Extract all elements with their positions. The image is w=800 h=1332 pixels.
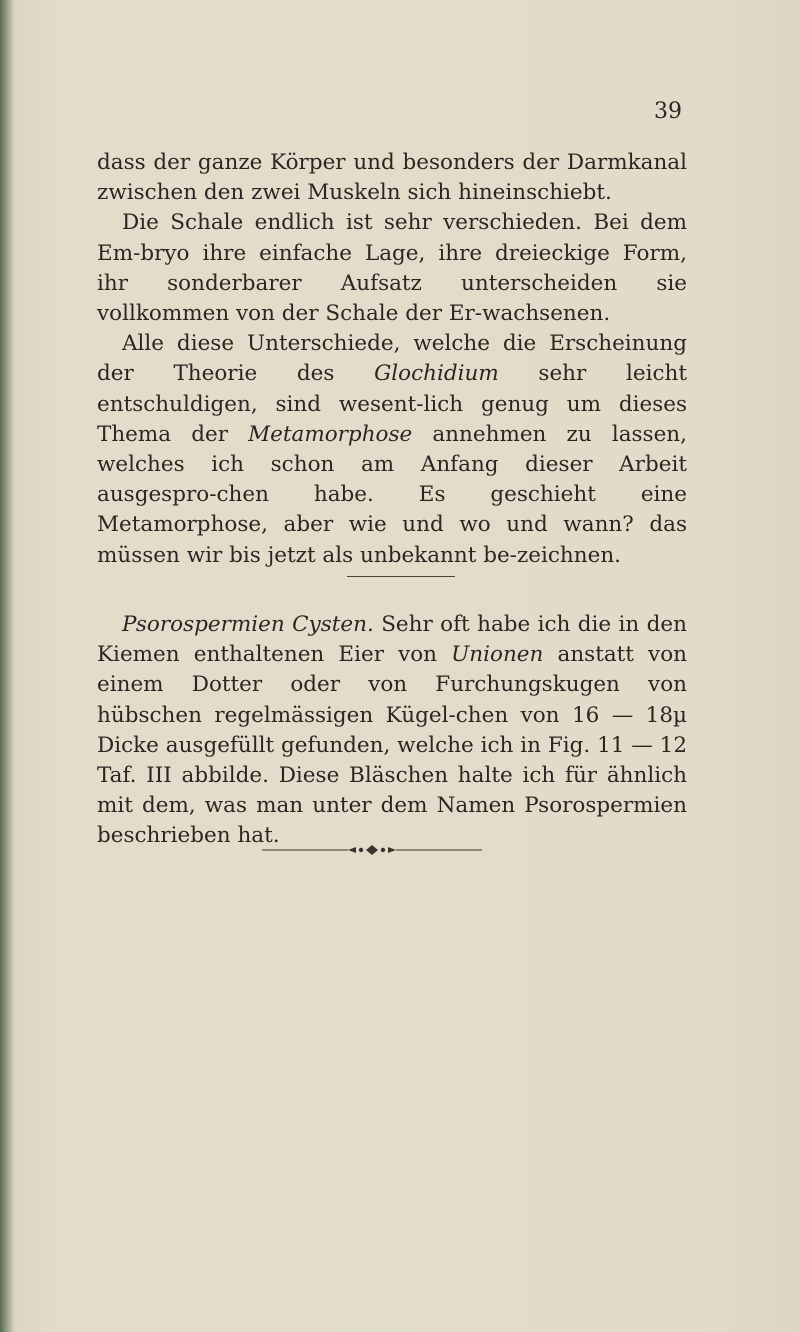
section-paragraph: [97, 610, 687, 852]
paragraph-3: [97, 329, 687, 571]
term-glochidium: Glochidium: [374, 361, 499, 387]
term-unionen: Unionen: [451, 642, 544, 668]
section-psorospermien: [97, 610, 687, 852]
paragraph-2: Die Schale endlich ist sehr verschieden. Bei dem Em-bryo ihre einfache Lage, ihre dreieckige Form, ihr sonderbarer Aufsatz unterscheiden sie vollkommen von der Schale der Er-wachsenen.: [97, 210, 687, 327]
paragraph-3-text-c: annehmen zu lassen, welches ich schon am Anfang dieser Arbeit ausgespro-chen habe. Es geschieht eine Metamorphose, aber wie und wo und wann? das müssen wir bis jetzt als unbekannt be-zeichnen.: [97, 421, 687, 568]
section-text-b: anstatt von einem Dotter oder von Furchungskugen von hübschen regelmässigen Kügel-chen von 16 — 18µ Dicke ausgefüllt gefunden, welche ich in Fig. 11 — 12 Taf. III abbilde. Diese Bläschen halte ich für ähnlich mit dem, was man unter dem Namen Psorospermien beschrieben hat.: [97, 642, 687, 849]
paragraph-1: dass der ganze Körper und besonders der Darmkanal zwischen den zwei Muskeln sich hineinschiebt.: [97, 150, 687, 206]
paragraph-3-text-a: Alle diese Unterschiede, welche die Erscheinung der Theorie des: [97, 331, 687, 387]
main-text: [97, 148, 687, 571]
section-heading: Psorospermien Cysten.: [122, 612, 374, 637]
spine-shadow: [0, 0, 14, 1332]
section-text-a: Sehr oft habe ich die in den Kiemen enthaltenen Eier von: [97, 612, 688, 668]
section-divider: [347, 576, 455, 577]
end-ornament: [262, 843, 482, 857]
term-metamorphose: Metamorphose: [248, 421, 413, 447]
page-number: 39: [654, 99, 682, 124]
paragraph-3-text-b: sehr leicht entschuldigen, sind wesent-lich genug um dieses Thema der: [97, 361, 687, 447]
